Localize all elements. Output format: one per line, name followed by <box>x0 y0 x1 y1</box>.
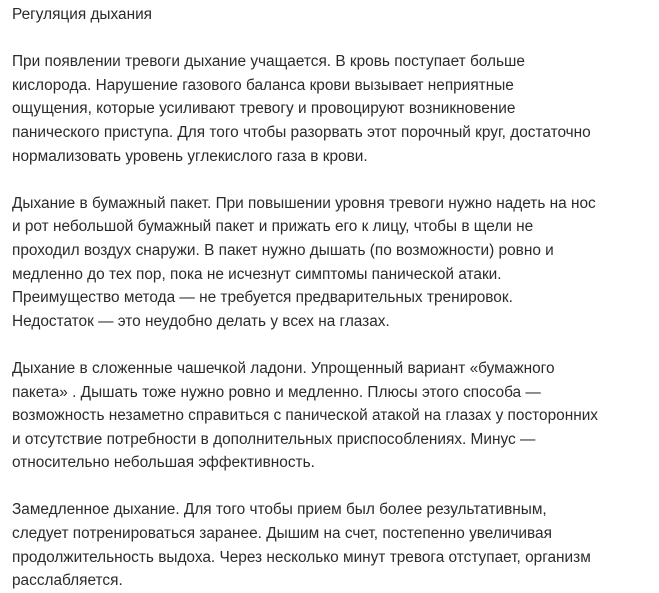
paragraph-cupped-palms <box>12 357 649 475</box>
text-line: Замедленное дыхание. Для того чтобы прием был более результативным, <box>12 501 547 519</box>
text-line: расслабляется. <box>12 572 123 590</box>
text-line: Недостаток — это неудобно делать у всех на глазах. <box>12 312 390 330</box>
paragraph-paper-bag <box>12 192 649 334</box>
text-line: Дыхание в бумажный пакет. При повышении уровня тревоги нужно надеть на нос <box>12 194 596 212</box>
text-line: продолжительность выдоха. Через несколько минут тревога отступает, организм <box>12 548 591 566</box>
text-line: кислорода. Нарушение газового баланса крови вызывает неприятные <box>12 76 514 94</box>
text-line: При появлении тревоги дыхание учащается. В кровь поступает больше <box>12 53 525 71</box>
text-line: пакета» . Дышать тоже нужно ровно и медленно. Плюсы этого способа — <box>12 383 541 401</box>
text-line: медленно до тех пор, пока не исчезнут симптомы панической атаки. <box>12 265 502 283</box>
text-line: и отсутствие потребности в дополнительных приспособлениях. Минус — <box>12 430 536 448</box>
text-line: относительно небольшая эффективность. <box>12 454 315 472</box>
text-line: Дыхание в сложенные чашечкой ладони. Упрощенный вариант «бумажного <box>12 359 555 377</box>
document-title: Регуляция дыхания <box>12 6 153 23</box>
text-line: возможность незаметно справиться с панической атакой на глазах у посторонних <box>12 407 598 425</box>
text-line: нормализовать уровень углекислого газа в крови. <box>12 147 368 165</box>
text-line: следует потренироваться заранее. Дышим на счет, постепенно увеличивая <box>12 525 552 543</box>
paragraph-anxiety-breathing <box>12 50 649 168</box>
text-line: ощущения, которые усиливают тревогу и провоцируют возникновение <box>12 100 516 118</box>
text-line: панического приступа. Для того чтобы разорвать этот порочный круг, достаточно <box>12 123 591 141</box>
text-line: проходил воздух снаружи. В пакет нужно дышать (по возможности) ровно и <box>12 241 554 259</box>
text-line: и рот небольшой бумажный пакет и прижать его к лицу, чтобы в щели не <box>12 218 534 236</box>
text-line: Преимущество метода — не требуется предварительных тренировок. <box>12 289 513 307</box>
